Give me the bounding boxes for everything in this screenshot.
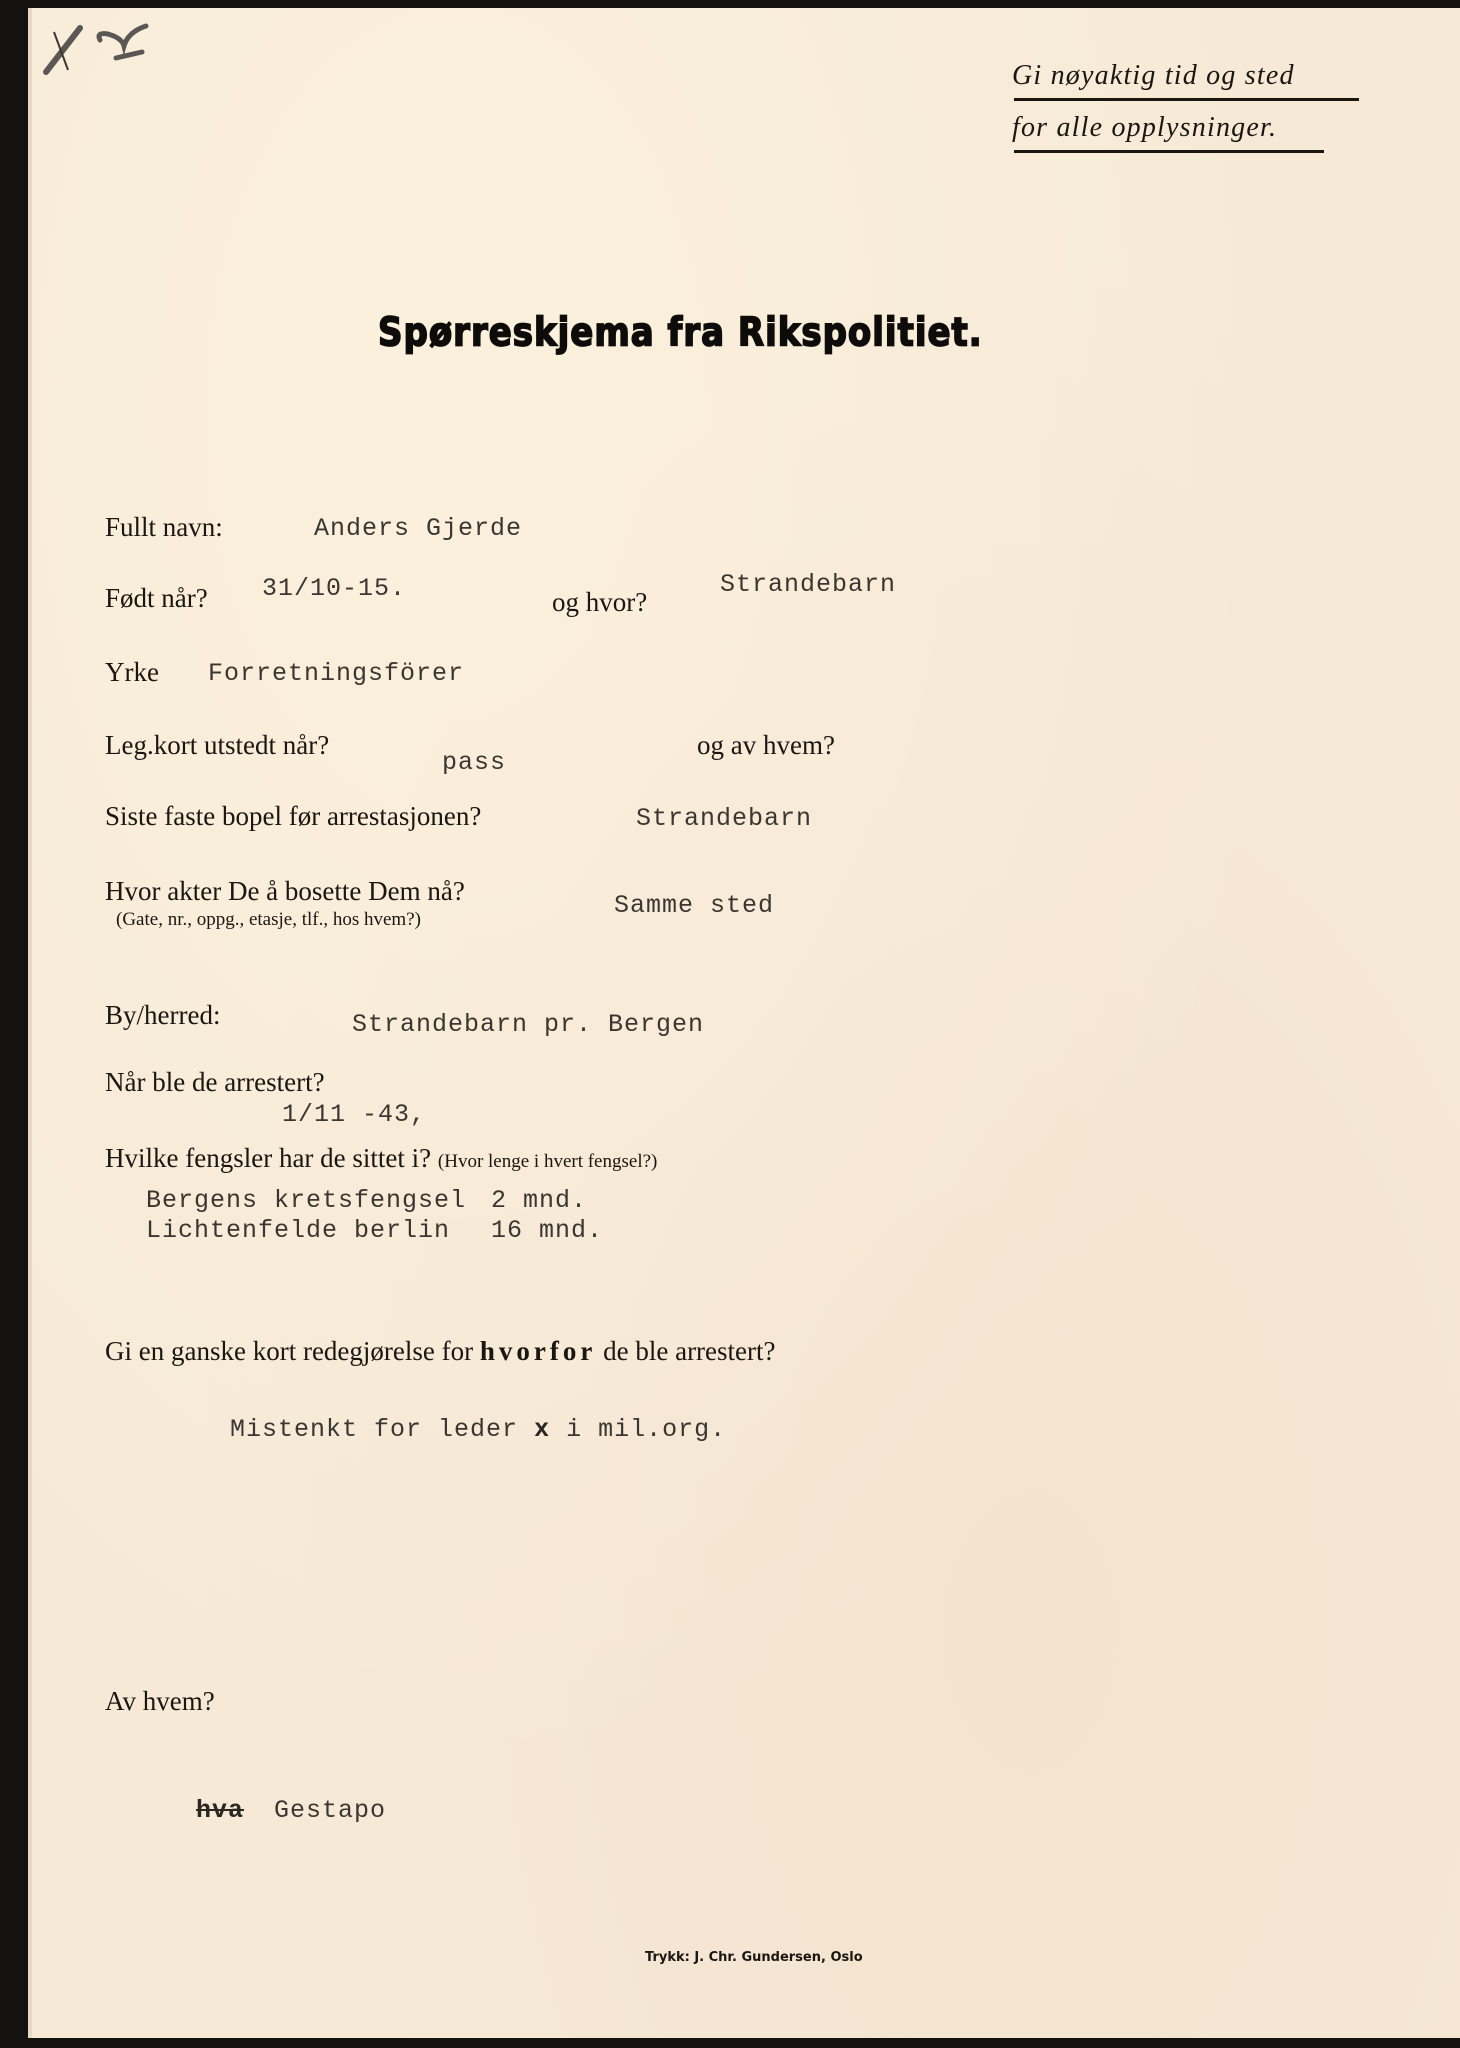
prison-duration: 16 mnd.	[491, 1216, 604, 1245]
value-arrested-by-text: Gestapo	[274, 1796, 387, 1825]
value-reason-part2: i mil.org.	[566, 1415, 727, 1444]
label-reason-part2: de ble arrestert?	[603, 1336, 776, 1366]
label-id-issued-by: og av hvem?	[697, 730, 835, 760]
label-reason-part1: Gi en ganske kort redegjørelse for	[105, 1336, 474, 1366]
value-arrested-when: 1/11 -43,	[282, 1100, 427, 1129]
struck-word: hva	[196, 1796, 245, 1825]
label-prisons-main: Hvilke fengsler har de sittet i?	[105, 1143, 432, 1173]
handwritten-mark	[38, 10, 158, 80]
label-reason-emphasis: hvorfor	[479, 1336, 597, 1366]
value-arrested-by	[196, 1796, 386, 1825]
underline-rule	[1014, 150, 1324, 153]
label-id-issued-when: Leg.kort utstedt når?	[105, 730, 330, 760]
label-born-when: Født når?	[105, 583, 208, 613]
prison-name: Lichtenfelde berlin	[146, 1216, 451, 1245]
value-born-where: Strandebarn	[720, 570, 897, 599]
value-last-residence: Strandebarn	[636, 804, 813, 833]
instruction-note-line1: Gi nøyaktig tid og sted	[1012, 60, 1295, 91]
printer-imprint: Trykk: J. Chr. Gundersen, Oslo	[645, 1950, 863, 1965]
value-occupation: Forretningsförer	[208, 659, 465, 688]
instruction-note-line2: for alle opplysninger.	[1012, 112, 1278, 143]
label-last-residence: Siste faste bopel før arrestasjonen?	[105, 801, 482, 831]
label-born-where: og hvor?	[552, 587, 648, 617]
label-occupation: Yrke	[105, 657, 159, 687]
value-reason	[230, 1415, 726, 1444]
prison-name: Bergens kretsfengsel	[146, 1186, 467, 1215]
struck-character: x	[534, 1415, 551, 1444]
paper-fold-edge	[28, 8, 32, 2038]
label-prisons	[105, 1143, 657, 1174]
label-arrested-when: Når ble de arrestert?	[105, 1067, 325, 1097]
value-municipality: Strandebarn pr. Bergen	[352, 1010, 705, 1039]
value-reason-part1: Mistenkt for leder	[230, 1415, 519, 1444]
label-municipality: By/herred:	[105, 1000, 221, 1030]
underline-rule	[1014, 98, 1359, 101]
label-arrested-by: Av hvem?	[105, 1686, 215, 1716]
label-reason	[105, 1336, 776, 1367]
value-settle-where: Samme sted	[614, 891, 775, 920]
prison-duration: 2 mnd.	[491, 1186, 588, 1215]
label-prisons-sublabel: (Hvor lenge i hvert fengsel?)	[437, 1151, 658, 1172]
value-full-name: Anders Gjerde	[314, 514, 523, 543]
form-title: Spørreskjema fra Rikspolitiet.	[378, 310, 983, 356]
label-settle-where: Hvor akter De å bosette Dem nå?	[105, 876, 465, 906]
sublabel-settle-where: (Gate, nr., oppg., etasje, tlf., hos hvem?)	[116, 909, 421, 930]
value-id-issued-when: pass	[442, 748, 507, 777]
value-born-when: 31/10-15.	[262, 574, 407, 603]
prison-list	[146, 1186, 603, 1246]
label-full-name: Fullt navn:	[105, 512, 223, 542]
prison-entry	[146, 1216, 603, 1246]
prison-entry	[146, 1186, 603, 1216]
